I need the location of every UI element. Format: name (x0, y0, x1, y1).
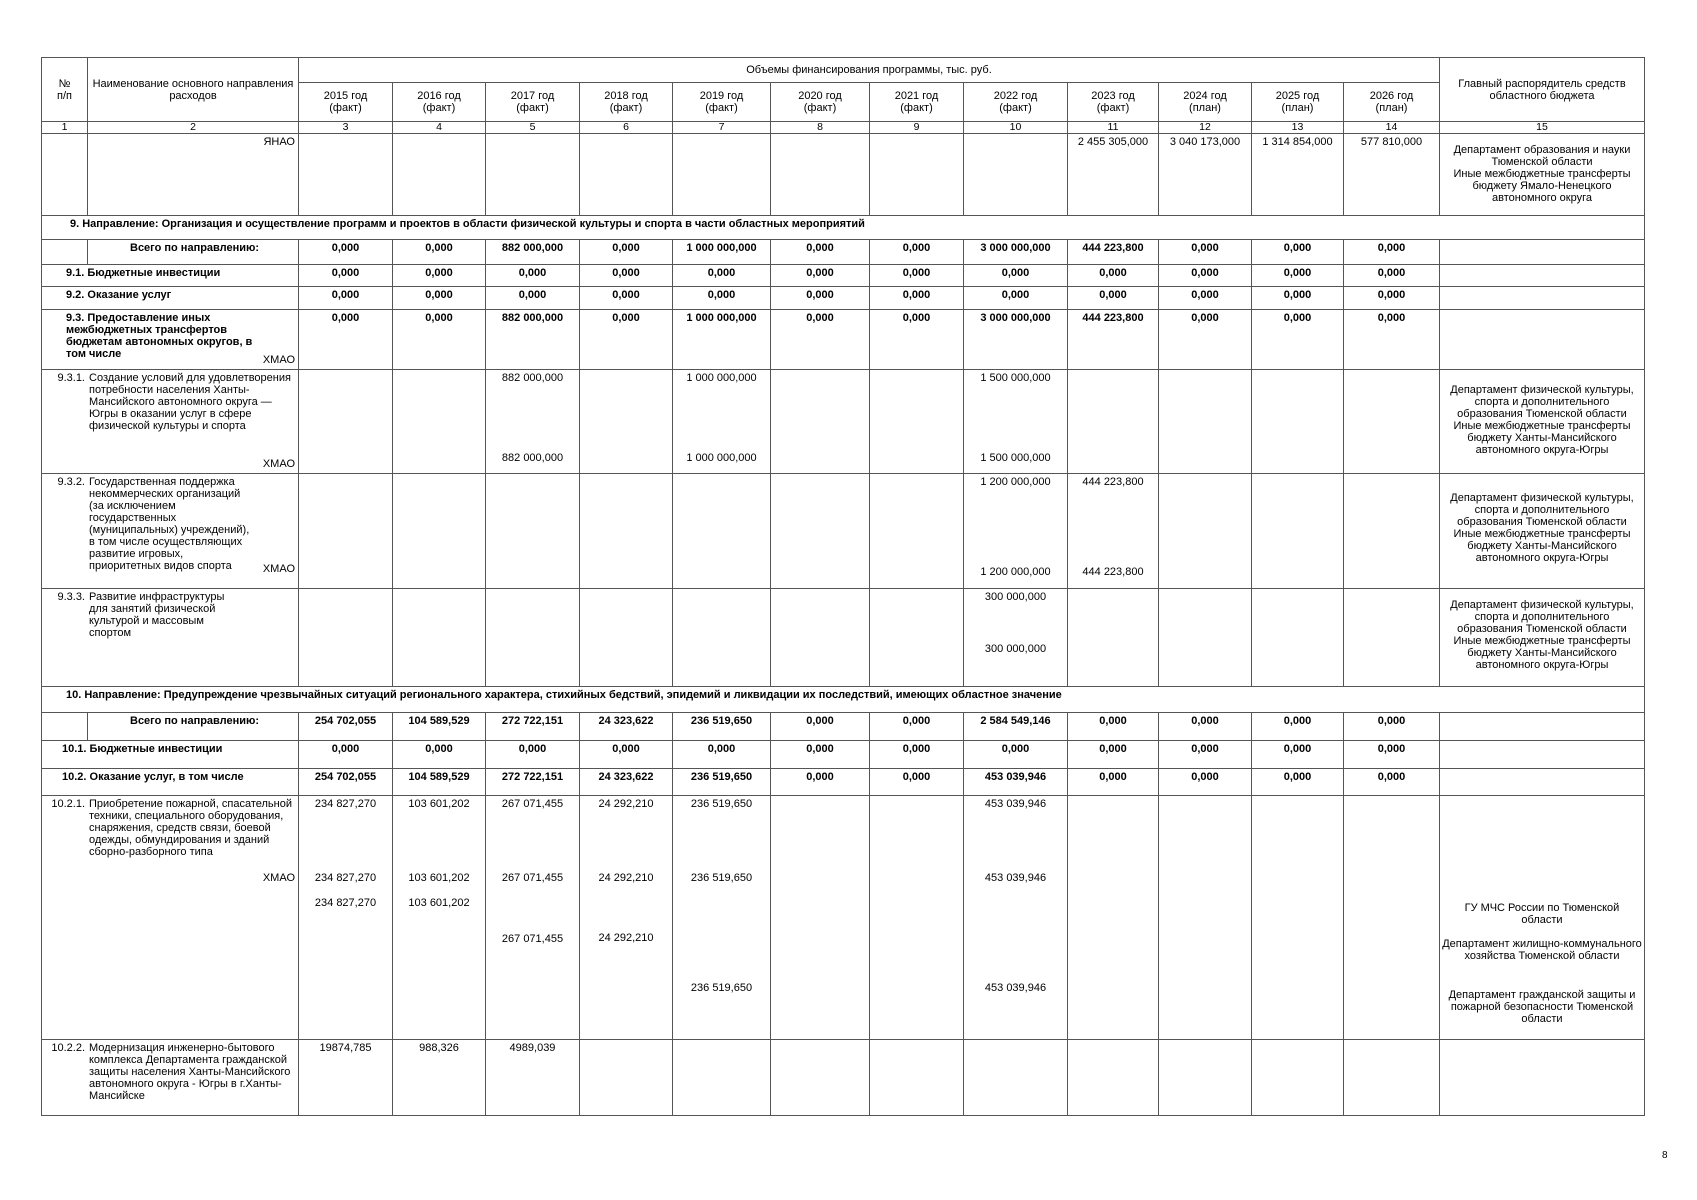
region-label: ХМАО (262, 563, 295, 575)
value-cell: 236 519,650 (690, 872, 753, 884)
value-cell: 234 827,270 (314, 897, 377, 909)
value-cell: 0,000 (1344, 310, 1440, 370)
header-year: 2017 год (факт) (486, 83, 580, 122)
value-cell: 1 000 000,000 (673, 240, 771, 265)
value-cell: 0,000 (673, 265, 771, 287)
value-cell: 0,000 (771, 265, 870, 287)
table-row-9-3-3 (42, 589, 1645, 687)
value-cell: 0,000 (771, 240, 870, 265)
value-cell: 2 455 305,000 (1068, 134, 1159, 216)
value-cell: 236 519,650 (690, 798, 753, 810)
value-cell: 272 722,151 (486, 713, 580, 741)
value-cell: 882 000,000 (501, 372, 564, 384)
value-cell: 236 519,650 (673, 769, 771, 796)
item-name: Государственная поддержка некоммерческих организаций (за исключением государственных (муниципальных) учреждений), в том числе осуществляющих развитие игровых, приоритетных видов спорта (89, 476, 250, 572)
item-name: Модернизация инженерно-бытового комплекса Департамента гражданской защиты населения Ханты-Мансийского автономного округа - Югры в г.Ханты-Мансийске (89, 1042, 291, 1102)
column-number: 6 (580, 122, 673, 134)
chief-cell: Департамент жилищно-коммунального хозяйства Тюменской области (1442, 938, 1642, 962)
value-cell: 0,000 (1159, 713, 1252, 741)
value-cell: 453 039,946 (984, 872, 1047, 884)
value-cell: 453 039,946 (984, 798, 1047, 810)
value-cell: 0,000 (673, 741, 771, 769)
value-cell: 0,000 (1159, 265, 1252, 287)
value-cell: 0,000 (1344, 240, 1440, 265)
header-year: 2026 год (план) (1344, 83, 1440, 122)
column-number: 5 (486, 122, 580, 134)
value-cell: 267 071,455 (501, 933, 564, 945)
value-cell: 0,000 (486, 741, 580, 769)
chief-cell: Департамент образования и науки Тюменской области Иные межбюджетные трансферты бюджету Ямало-Ненецкого автономного округа (1440, 134, 1645, 216)
item-code: 9.3.1. (57, 372, 85, 384)
header-year: 2018 год (факт) (580, 83, 673, 122)
value-cell: 267 071,455 (501, 798, 564, 810)
column-number: 14 (1344, 122, 1440, 134)
page-number: 8 (1662, 1150, 1668, 1161)
column-number: 11 (1068, 122, 1159, 134)
header-year: 2016 год (факт) (393, 83, 486, 122)
item-code: 9.3.2. (57, 476, 85, 488)
value-cell: 1 314 854,000 (1252, 134, 1344, 216)
value-cell: 234 827,270 (314, 872, 377, 884)
value-cell: 453 039,946 (964, 769, 1068, 796)
row-label: 9.1. Бюджетные инвестиции (42, 265, 299, 287)
header-chief: Главный распорядитель средств областного бюджета (1440, 58, 1645, 122)
column-number: 7 (673, 122, 771, 134)
value-cell: 0,000 (486, 287, 580, 310)
value-cell: 0,000 (393, 741, 486, 769)
value-cell: 3 000 000,000 (964, 310, 1068, 370)
column-number: 12 (1159, 122, 1252, 134)
value-cell: 24 292,210 (598, 932, 654, 944)
value-cell: 103 601,202 (408, 897, 470, 909)
row-label: 10.1. Бюджетные инвестиции (42, 741, 299, 769)
value-cell: 0,000 (1252, 741, 1344, 769)
table-row (42, 287, 1645, 310)
row-label: 9.3. Предоставление иных межбюджетных трансфертов бюджетам автономных округов, в том числе (42, 310, 299, 370)
value-cell: 0,000 (299, 240, 393, 265)
header-name: Наименование основного направления расходов (88, 58, 299, 122)
value-cell: 0,000 (1252, 240, 1344, 265)
region-label: ХМАО (262, 872, 295, 884)
value-cell: 0,000 (299, 310, 393, 370)
header-volumes: Объемы финансирования программы, тыс. руб. (299, 58, 1440, 83)
table-row (42, 713, 1645, 741)
value-cell: 0,000 (486, 265, 580, 287)
value-cell: 267 071,455 (501, 872, 564, 884)
value-cell: 24 323,622 (580, 769, 673, 796)
value-cell: 0,000 (393, 287, 486, 310)
value-cell: 0,000 (771, 769, 870, 796)
section-title: 10. Направление: Предупреждение чрезвычайных ситуаций регионального характера, стихийных бедствий, эпидемий и ликвидации их последствий, имеющих областное значение (42, 687, 1645, 713)
table-row-10-2-1 (42, 796, 1645, 1040)
value-cell: 0,000 (964, 265, 1068, 287)
value-cell: 0,000 (870, 713, 964, 741)
region-label: ЯНАО (88, 134, 299, 216)
value-cell: 882 000,000 (486, 240, 580, 265)
value-cell: 453 039,946 (984, 982, 1047, 994)
value-cell: 0,000 (580, 741, 673, 769)
value-cell: 19874,785 (299, 1040, 393, 1116)
value-cell: 103 601,202 (408, 798, 470, 810)
value-cell: 24 292,210 (598, 872, 654, 884)
value-cell: 577 810,000 (1344, 134, 1440, 216)
value-cell: 300 000,000 (984, 643, 1047, 655)
value-cell: 0,000 (771, 741, 870, 769)
item-code: 9.3.3. (57, 591, 85, 603)
value-cell: 0,000 (393, 310, 486, 370)
value-cell: 0,000 (1252, 287, 1344, 310)
column-number: 9 (870, 122, 964, 134)
value-cell: 0,000 (673, 287, 771, 310)
value-cell: 0,000 (580, 310, 673, 370)
header-year: 2020 год (факт) (771, 83, 870, 122)
value-cell: 0,000 (580, 265, 673, 287)
value-cell: 0,000 (580, 287, 673, 310)
value-cell: 1 200 000,000 (980, 566, 1051, 578)
region-label: ХМАО (262, 458, 295, 470)
header-year: 2023 год (факт) (1068, 83, 1159, 122)
value-cell: 444 223,800 (1068, 310, 1159, 370)
budget-table (41, 57, 1645, 1116)
section-title: 9. Направление: Организация и осуществление программ и проектов в области физической культуры и спорта в части областных мероприятий (42, 216, 1645, 240)
value-cell: 0,000 (1068, 769, 1159, 796)
column-number: 3 (299, 122, 393, 134)
value-cell: 104 589,529 (393, 769, 486, 796)
header-no: № п/п (42, 58, 88, 122)
region-label: ХМАО (262, 354, 295, 366)
value-cell: 1 200 000,000 (980, 476, 1051, 488)
value-cell: 444 223,800 (1082, 566, 1144, 578)
chief-cell: Департамент физической культуры, спорта и дополнительного образования Тюменской области Иные межбюджетные трансферты бюджету Ханты-Мансийского автономного округа-Югры (1440, 370, 1645, 474)
value-cell: 0,000 (1159, 240, 1252, 265)
value-cell: 0,000 (1159, 741, 1252, 769)
item-code: 10.2.1. (51, 798, 85, 810)
value-cell: 0,000 (1252, 310, 1344, 370)
value-cell: 1 000 000,000 (686, 452, 757, 464)
column-number: 2 (88, 122, 299, 134)
value-cell: 0,000 (771, 287, 870, 310)
value-cell: 0,000 (1344, 769, 1440, 796)
table-row (42, 265, 1645, 287)
value-cell: 0,000 (1344, 713, 1440, 741)
value-cell: 2 584 549,146 (964, 713, 1068, 741)
header-year: 2025 год (план) (1252, 83, 1344, 122)
value-cell: 0,000 (1159, 310, 1252, 370)
value-cell: 24 323,622 (580, 713, 673, 741)
value-cell: 1 000 000,000 (686, 372, 757, 384)
item-name: Развитие инфраструктуры для занятий физической культурой и массовым спортом (89, 591, 225, 639)
item-name: Создание условий для удовлетворения потребности населения Ханты-Мансийского автономного округа — Югры в оказании услуг в сфере физической культуры и спорта (89, 372, 291, 432)
chief-cell: ГУ МЧС России по Тюменской области (1464, 902, 1620, 926)
value-cell: 0,000 (1068, 741, 1159, 769)
table-row-10-2-2 (42, 1040, 1645, 1116)
column-number: 10 (964, 122, 1068, 134)
value-cell: 0,000 (1068, 287, 1159, 310)
column-number: 15 (1440, 122, 1645, 134)
item-code: 10.2.2. (51, 1042, 85, 1054)
value-cell: 103 601,202 (408, 872, 470, 884)
table-row-yanao (42, 134, 1645, 216)
chief-cell: Департамент физической культуры, спорта и дополнительного образования Тюменской области Иные межбюджетные трансферты бюджету Ханты-Мансийского автономного округа-Югры (1440, 589, 1645, 687)
value-cell: 104 589,529 (393, 713, 486, 741)
table-row (42, 769, 1645, 796)
value-cell: 0,000 (870, 741, 964, 769)
item-name: Приобретение пожарной, спасательной техники, специального оборудования, снаряжения, средств связи, боевой одежды, обмундирования и зданий сборно-разборного типа (89, 798, 292, 858)
value-cell: 0,000 (1068, 265, 1159, 287)
value-cell: 254 702,055 (299, 713, 393, 741)
table-row (42, 741, 1645, 769)
value-cell: 0,000 (1252, 713, 1344, 741)
header-year: 2022 год (факт) (964, 83, 1068, 122)
value-cell: 236 519,650 (673, 713, 771, 741)
value-cell: 0,000 (870, 287, 964, 310)
value-cell: 0,000 (393, 265, 486, 287)
value-cell: 0,000 (870, 310, 964, 370)
value-cell: 0,000 (1159, 769, 1252, 796)
value-cell: 0,000 (1159, 287, 1252, 310)
value-cell: 1 000 000,000 (673, 310, 771, 370)
value-cell: 1 500 000,000 (980, 372, 1051, 384)
row-label: 9.2. Оказание услуг (42, 287, 299, 310)
value-cell: 444 223,800 (1082, 476, 1144, 488)
value-cell: 3 000 000,000 (964, 240, 1068, 265)
value-cell: 272 722,151 (486, 769, 580, 796)
column-number: 13 (1252, 122, 1344, 134)
value-cell: 3 040 173,000 (1159, 134, 1252, 216)
header-year: 2021 год (факт) (870, 83, 964, 122)
value-cell: 882 000,000 (501, 452, 564, 464)
value-cell: 0,000 (299, 741, 393, 769)
value-cell: 0,000 (393, 240, 486, 265)
value-cell: 0,000 (964, 287, 1068, 310)
table-row (42, 240, 1645, 265)
value-cell: 882 000,000 (486, 310, 580, 370)
value-cell: 0,000 (299, 265, 393, 287)
value-cell: 0,000 (1344, 287, 1440, 310)
value-cell: 0,000 (299, 287, 393, 310)
value-cell: 0,000 (1252, 265, 1344, 287)
value-cell: 0,000 (964, 741, 1068, 769)
value-cell: 988,326 (393, 1040, 486, 1116)
value-cell: 254 702,055 (299, 769, 393, 796)
column-number: 4 (393, 122, 486, 134)
value-cell: 0,000 (580, 240, 673, 265)
value-cell: 0,000 (870, 265, 964, 287)
column-number: 8 (771, 122, 870, 134)
value-cell: 24 292,210 (598, 798, 654, 810)
value-cell: 0,000 (771, 713, 870, 741)
value-cell: 0,000 (1344, 741, 1440, 769)
value-cell: 0,000 (1068, 713, 1159, 741)
value-cell: 1 500 000,000 (980, 452, 1051, 464)
row-label: 10.2. Оказание услуг, в том числе (42, 769, 299, 796)
value-cell: 0,000 (870, 240, 964, 265)
value-cell: 234 827,270 (314, 798, 377, 810)
chief-cell: Департамент физической культуры, спорта и дополнительного образования Тюменской области Иные межбюджетные трансферты бюджету Ханты-Мансийского автономного округа-Югры (1440, 474, 1645, 589)
value-cell: 4989,039 (486, 1040, 580, 1116)
header-year: 2024 год (план) (1159, 83, 1252, 122)
row-label: Всего по направлению: (88, 240, 299, 265)
column-number: 1 (42, 122, 88, 134)
chief-cell: Департамент гражданской защиты и пожарной безопасности Тюменской области (1448, 989, 1636, 1025)
value-cell: 0,000 (1344, 265, 1440, 287)
value-cell: 300 000,000 (984, 591, 1047, 603)
row-label: Всего по направлению: (88, 713, 299, 741)
header-year: 2019 год (факт) (673, 83, 771, 122)
value-cell: 0,000 (870, 769, 964, 796)
value-cell: 0,000 (771, 310, 870, 370)
value-cell: 0,000 (1252, 769, 1344, 796)
header-year: 2015 год (факт) (299, 83, 393, 122)
value-cell: 444 223,800 (1068, 240, 1159, 265)
value-cell: 236 519,650 (690, 982, 753, 994)
